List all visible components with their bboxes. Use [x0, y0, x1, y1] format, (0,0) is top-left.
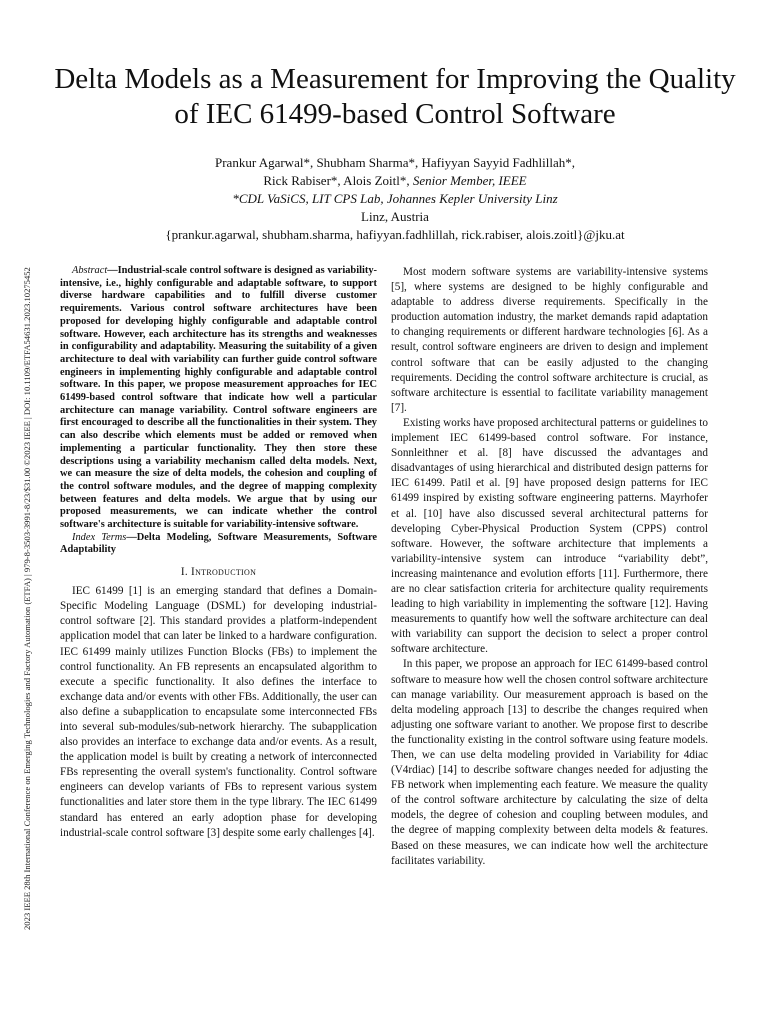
author-block [40, 154, 750, 244]
abstract-lead: Abstract [72, 265, 108, 276]
index-terms-text: —Delta Modeling, Software Measurements, Software Adaptability [60, 531, 378, 556]
index-terms-lead: Index Terms [72, 531, 127, 543]
author-emails: {prankur.agarwal, shubham.sharma, hafiyyan.fadhlillah, rick.rabiser, alois.zoitl}@jku.at [165, 227, 625, 242]
side-note-container [14, 100, 30, 930]
publication-side-note: 2023 IEEE 28th International Conference on Emerging Technologies and Factory Automation (ETFA) | 979-8-3503-3991-8/23/$31.00 ©2023 IEEE | DOI: 10.1109/ETFA54631.2023.10275452 [22, 267, 32, 930]
abstract-text: —Industrial-scale control software is designed as variability-intensive, i.e., highly configurable and adaptable software, to support diverse hardware capabilities and to fulfill diverse customer requirements. Various control software architectures have been proposed for developing highly configurable and adaptable control software. However, each architecture has its strengths and weaknesses in configurability and adaptability. Measuring the suitability of a given architecture to deal with variability can further guide control software engineers in implementing highly configurable and adaptable control software. In this paper, we propose measurement approaches for IEC 61499-based control software that indicate how well a particular architecture can manage variability. Control software engineers are first encouraged to describe all the functionalities in their system. They can also describe which elements must be added or removed when implementing a particular functionality. They then store these descriptions using a variability mechanism called delta models. Next, we can measure the size of delta models, the cohesion and coupling of the control software modules, and the degree of mapping complexity between features and delta models. We argue that by using our proposed measurements, we can indicate whether the control software's architecture is suitable for variability-intensive software. [60, 265, 377, 531]
author-line-1: Prankur Agarwal*, Shubham Sharma*, Hafiyyan Sayyid Fadhlillah*, [215, 155, 575, 170]
index-terms [60, 532, 377, 557]
left-column [60, 265, 377, 841]
intro-paragraph: IEC 61499 [1] is an emerging standard that defines a Domain-Specific Modeling Language (DSML) for developing industrial-control software [2]. This standard provides a platform-independent application model that can later be linked to a hardware configuration. IEC 61499 mainly utilizes Function Blocks (FBs) to implement the control functionality. An FB represents an encapsulated algorithm to execute a specific functionality. It also defines the interface to exchange data and/or events with other FBs. Additionally, the user can also define a subapplication to encapsulate some interconnected FBs into several sub-modules/sub-network hierarchy. The subapplication also provides an interface to exchange data and/or events. As a result, the application model is built by creating a network of interconnected FBs representing the overall system's functionality. Control software engineers can develop variants of FBs to represent various system functionalities and later store them in the type library. The IEC 61499 standard has entered an early adoption phase for developing industrial-scale control software [3] despite some early challenges [4]. [60, 585, 377, 839]
body-paragraph: Existing works have proposed architectural patterns or guidelines to implement IEC 61499-based control software. For instance, Sonnleithner et al. [8] have discussed the advantages and disadvantages of using hierarchical and distributed design patterns for IEC 61499. Patil et al. [9] have proposed design patterns for IEC 61499 inspired by existing software engineering patterns. Mayrhofer et al. [10] have also discussed several architectural patterns for developing Cyber-Physical Production System (CPPS) control software. However, the software architecture that implements a variability-intensive system can introduce “variability debt”, increasing maintenance and evolution efforts [11]. Furthermore, there are no clear satisfaction criteria for architecture quality requirements leading to high variability in implementing the software [12]. Having measurements to quantify how well the software architecture can deal with variability can support the decision to select a proper control software architecture. [391, 416, 708, 656]
author-role: Senior Member, IEEE [412, 173, 527, 188]
author-names-2: Rick Rabiser*, Alois Zoitl*, [263, 173, 413, 188]
body-paragraph: Most modern software systems are variability-intensive systems [5], where systems are designed to be highly configurable and adaptable to address diverse requirements. Specifically in the production automation industry, the market demands rapid adaptation to changing requirements or different hardware technologies [6]. As a result, control software engineers are driven to design and implement control software that can be easily adjusted to the changing requirements. Deciding the control software architecture is crucial, as software architecture is essential to facilitate variability management [7]. [391, 266, 708, 414]
section-heading-introduction: I. Introduction [180, 566, 257, 579]
author-line-2 [40, 172, 750, 190]
right-column [391, 265, 708, 869]
author-location: Linz, Austria [361, 209, 429, 224]
paper-title: Delta Models as a Measurement for Improving the Quality of IEC 61499-based Control Software [54, 63, 736, 130]
abstract [60, 265, 377, 532]
body-paragraph: In this paper, we propose an approach for IEC 61499-based control software to measure how well the chosen control software architecture can manage variability. Our measurement approach is based on the delta modeling approach [13] to describe the changes required when adjusting one software variant to another. We propose first to describe the functionality existing in the control software using feature models. Then, we can use delta modeling provided in Variability for 4diac (V4rdiac) [14] to describe software changes needed for adjusting the FB network when implementing each feature. We measure the quality of the control software architecture by calculating the size of delta models, the degree of cohesion and coupling between modules, and the degree of mapping complexity between delta models & features. Based on these measures, we can indicate how well the architecture facilitates variability. [391, 658, 708, 867]
author-affiliation: *CDL VaSiCS, LIT CPS Lab, Johannes Kepler University Linz [232, 191, 558, 206]
